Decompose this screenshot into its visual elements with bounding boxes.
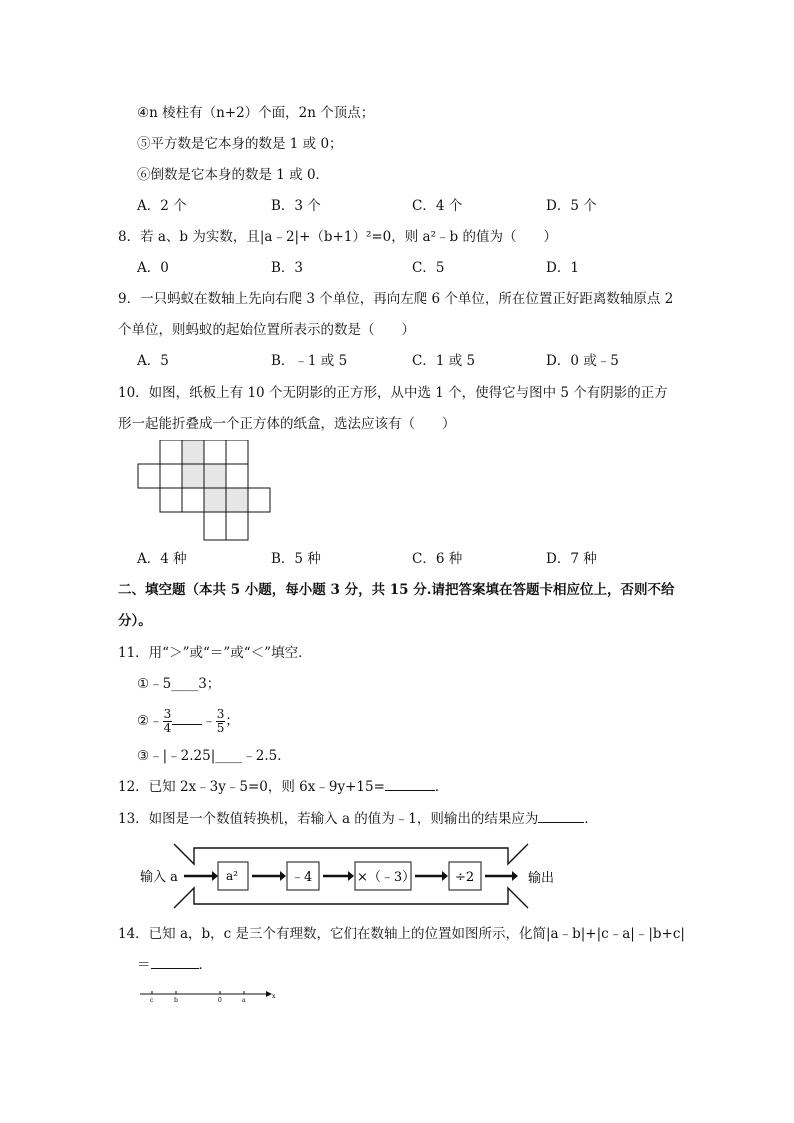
section-2-heading-line1: 二、填空题（本共 5 小题，每小题 3 分，共 15 分.请把答案填在答题卡相应位上，否则不给	[118, 582, 675, 598]
net-square	[160, 440, 182, 464]
q10-stem-line1: 10．如图，纸板上有 10 个无阴影的正方形，从中选 1 个，使得它与图中 5 个有阴影的正方	[118, 385, 668, 401]
q13-answer-blank[interactable]	[538, 822, 584, 823]
machine-output-label: 输出	[528, 871, 555, 886]
machine-frame-top	[174, 844, 528, 864]
net-square-shaded	[182, 464, 204, 488]
q8-option-c[interactable]: C．5	[412, 260, 445, 276]
q12-end: ．	[434, 779, 449, 795]
net-square-shaded	[204, 488, 226, 512]
arrow-head	[442, 871, 448, 881]
q7-option-a[interactable]: A．2 个	[137, 198, 187, 214]
number-line-label-c: c	[150, 997, 154, 1004]
machine-frame-bottom	[174, 888, 528, 908]
net-square-shaded	[182, 440, 204, 464]
q13-text: 13．如图是一个数值转换机，若输入 a 的值为﹣1，则输出的结果应为	[118, 811, 539, 827]
fraction-numerator: 3	[163, 707, 172, 721]
net-square	[160, 464, 182, 488]
net-square	[204, 440, 226, 464]
number-line-figure	[138, 988, 278, 1006]
machine-box-square-label: a²	[226, 869, 238, 883]
q7-option-c[interactable]: C．4 个	[412, 198, 463, 214]
machine-box-minus4-label: ﹣4	[291, 870, 313, 885]
q11-part-2	[137, 704, 239, 738]
q14-stem-line1: 14．已知 a，b，c 是三个有理数，它们在数轴上的位置如图所示，化简|a﹣b|+|c﹣a|﹣|b+c|	[118, 926, 685, 942]
net-square-shaded	[226, 488, 248, 512]
q11-part-1: ①﹣5____3；	[137, 676, 221, 692]
arrow-head	[348, 871, 354, 881]
arrow-head	[512, 871, 518, 881]
net-square	[248, 488, 270, 512]
q7-item-4: ④n 棱柱有（n+2）个面，2n 个顶点；	[137, 105, 375, 121]
q12-stem	[118, 777, 448, 797]
q11-stem: 11．用“＞”或“＝”或“＜”填空．	[118, 645, 312, 661]
cube-net-figure	[136, 440, 276, 544]
fraction-3-4	[163, 708, 173, 735]
q12-text: 12．已知 2x﹣3y﹣5=0，则 6x﹣9y+15=	[118, 779, 385, 795]
machine-input-label: 输入 a	[140, 870, 178, 885]
q11-part-2-prefix: ②﹣	[137, 713, 163, 729]
q13-stem	[118, 809, 598, 829]
q14-equals: ＝	[137, 957, 151, 973]
q11-part-3: ③﹣|﹣2.25|____﹣2.5．	[137, 748, 291, 764]
q14-end: ．	[198, 957, 212, 973]
q13-end: ．	[584, 811, 598, 827]
q9-option-c[interactable]: C．1 或 5	[412, 353, 476, 369]
fraction-3-5	[216, 708, 226, 735]
machine-box-divide2-label: ÷2	[455, 870, 475, 885]
q7-item-6: ⑥倒数是它本身的数是 1 或 0．	[137, 167, 330, 183]
net-square-shaded	[204, 464, 226, 488]
q10-option-a[interactable]: A．4 种	[137, 551, 187, 567]
q9-stem-line1: 9．一只蚂蚁在数轴上先向右爬 3 个单位，再向左爬 6 个单位，所在位置正好距离数轴原点 2	[118, 291, 674, 307]
q8-option-d[interactable]: D．1	[546, 260, 579, 276]
section-2-heading-line2: 分）。	[118, 613, 152, 629]
net-square	[182, 488, 204, 512]
q11-part-2-mid: ﹣	[202, 713, 216, 729]
conversion-machine-diagram	[138, 840, 568, 912]
arrow-head	[280, 871, 286, 881]
number-line-label-a: a	[242, 997, 246, 1004]
fraction-denominator: 5	[216, 721, 225, 735]
q11-part-2-blank[interactable]	[172, 724, 202, 725]
q11-part-2-suffix: ；	[225, 713, 239, 729]
q7-option-b[interactable]: B．3 个	[271, 198, 321, 214]
number-line-label-0: 0	[218, 997, 222, 1004]
net-square	[226, 512, 248, 540]
q8-option-a[interactable]: A．0	[137, 260, 169, 276]
q10-option-d[interactable]: D．7 种	[546, 551, 597, 567]
q8-stem: 8．若 a、b 为实数，且|a﹣2|+（b+1）²=0，则 a²﹣b 的值为（ ）	[118, 229, 557, 245]
arrow-head	[212, 871, 218, 881]
net-square	[138, 464, 160, 488]
net-square	[226, 464, 248, 488]
q7-item-5: ⑤平方数是它本身的数是 1 或 0；	[137, 136, 343, 152]
machine-box-times-neg3-label: ×（﹣3）	[357, 870, 416, 885]
q9-option-b[interactable]: B．﹣1 或 5	[271, 353, 348, 369]
fraction-denominator: 4	[163, 721, 172, 735]
net-square	[204, 512, 226, 540]
net-square	[160, 488, 182, 512]
q9-stem-line2: 个单位，则蚂蚁的起始位置所表示的数是（ ）	[118, 322, 415, 338]
q8-option-b[interactable]: B．3	[271, 260, 304, 276]
q9-option-a[interactable]: A．5	[137, 353, 169, 369]
net-square	[226, 440, 248, 464]
q9-option-d[interactable]: D．0 或﹣5	[546, 353, 619, 369]
q7-option-d[interactable]: D．5 个	[546, 198, 597, 214]
q10-stem-line2: 形一起能折叠成一个正方体的纸盒，选法应该有（ ）	[118, 416, 456, 432]
q14-answer-blank[interactable]	[151, 968, 199, 969]
fraction-numerator: 3	[216, 707, 225, 721]
q10-option-c[interactable]: C．6 种	[412, 551, 463, 567]
q12-answer-blank[interactable]	[385, 790, 435, 791]
number-line-label-b: b	[174, 997, 178, 1004]
number-line-axis-label: x	[272, 993, 276, 1000]
q10-option-b[interactable]: B．5 种	[271, 551, 321, 567]
q14-stem-line2	[137, 955, 212, 975]
